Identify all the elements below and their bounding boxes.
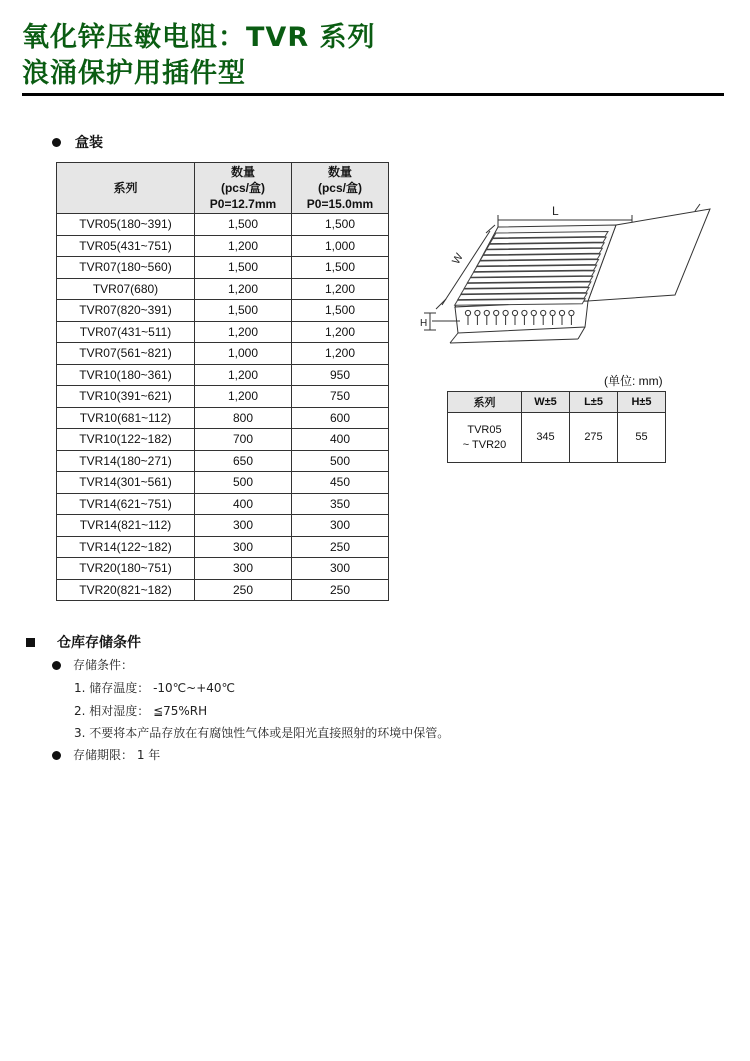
header-qty-150: 数量 (pcs/盒) P0=15.0mm — [292, 163, 389, 214]
dim-series-line-2: ~ TVR20 — [462, 438, 507, 451]
table-row — [57, 558, 389, 580]
qty-150-cell: 350 — [292, 493, 389, 515]
unit-label: (单位: mm) — [604, 374, 663, 388]
series-cell: TVR14(301~561) — [57, 472, 195, 494]
series-cell: TVR07(431~511) — [57, 321, 195, 343]
table-row — [57, 429, 389, 451]
table-row — [57, 321, 389, 343]
bullet-icon — [52, 138, 61, 147]
table-row — [57, 472, 389, 494]
qty-127-cell: 1,500 — [195, 214, 292, 236]
table-row — [57, 214, 389, 236]
packaging-box-diagram — [420, 195, 720, 350]
packaging-table-body — [57, 214, 389, 601]
table-row — [57, 364, 389, 386]
qty-127-cell: 1,200 — [195, 386, 292, 408]
table-row — [57, 278, 389, 300]
tape-layer — [455, 299, 586, 306]
qty-127-cell: 300 — [195, 558, 292, 580]
qty-150-cell: 300 — [292, 515, 389, 537]
qty-127-cell: 400 — [195, 493, 292, 515]
series-cell: TVR05(180~391) — [57, 214, 195, 236]
dim-w-value: 345 — [522, 413, 570, 463]
component-disc — [494, 310, 499, 315]
qty-150-cell: 1,200 — [292, 343, 389, 365]
series-cell: TVR10(180~361) — [57, 364, 195, 386]
title-line-2: 浪涌保护用插件型 — [22, 58, 246, 89]
dim-label-W: W — [450, 251, 466, 267]
table-row — [57, 343, 389, 365]
bullet-icon — [52, 751, 61, 760]
qty-150-cell: 1,200 — [292, 321, 389, 343]
qty-127-cell: 800 — [195, 407, 292, 429]
qty-127-cell: 1,200 — [195, 278, 292, 300]
qty-150-cell: 950 — [292, 364, 389, 386]
component-disc — [522, 310, 527, 315]
component-disc — [550, 310, 555, 315]
series-cell: TVR14(122~182) — [57, 536, 195, 558]
qty-150-cell: 1,000 — [292, 235, 389, 257]
series-cell: TVR10(122~182) — [57, 429, 195, 451]
qty-150-cell: 1,500 — [292, 214, 389, 236]
series-cell: TVR14(180~271) — [57, 450, 195, 472]
dimensions-row — [448, 413, 666, 463]
table-row — [57, 515, 389, 537]
table-row — [57, 386, 389, 408]
series-cell: TVR20(180~751) — [57, 558, 195, 580]
storage-heading — [26, 632, 141, 652]
qty-150-cell: 250 — [292, 579, 389, 601]
series-cell: TVR07(680) — [57, 278, 195, 300]
dim-label-H: H — [420, 318, 428, 329]
bullet-icon — [52, 661, 61, 670]
header-qty-127: 数量 (pcs/盒) P0=12.7mm — [195, 163, 292, 214]
dim-label-L: L — [552, 204, 559, 218]
storage-item-1: 1. 储存温度： -10℃~+40℃ — [74, 681, 236, 695]
component-disc — [559, 310, 564, 315]
dim-series-cell — [448, 413, 522, 463]
dim-series-line-1: TVR05 — [467, 423, 502, 436]
table-row — [57, 493, 389, 515]
table-row — [57, 450, 389, 472]
qty-127-cell: 1,500 — [195, 257, 292, 279]
table-header-row — [57, 163, 389, 214]
component-disc — [541, 310, 546, 315]
packaging-table — [56, 162, 389, 601]
dim-header-l: L±5 — [570, 392, 618, 413]
qty-127-cell: 1,000 — [195, 343, 292, 365]
qty-127-cell: 250 — [195, 579, 292, 601]
qty-150-cell: 500 — [292, 450, 389, 472]
series-cell: TVR05(431~751) — [57, 235, 195, 257]
table-row — [57, 407, 389, 429]
table-row — [57, 579, 389, 601]
qty-127-cell: 500 — [195, 472, 292, 494]
qty-150-cell: 600 — [292, 407, 389, 429]
storage-conditions-text: 存储条件： — [73, 658, 134, 672]
series-cell: TVR07(820~391) — [57, 300, 195, 322]
series-cell: TVR14(621~751) — [57, 493, 195, 515]
qty-127-cell: 650 — [195, 450, 292, 472]
qty-150-cell: 750 — [292, 386, 389, 408]
qty-127-cell: 300 — [195, 515, 292, 537]
dim-header-h: H±5 — [618, 392, 666, 413]
qty-150-cell: 1,500 — [292, 257, 389, 279]
table-row — [57, 536, 389, 558]
qty-127-cell: 700 — [195, 429, 292, 451]
component-disc — [569, 310, 574, 315]
dim-h-value: 55 — [618, 413, 666, 463]
component-disc — [475, 310, 480, 315]
table-row — [57, 235, 389, 257]
storage-period-text: 存储期限： 1 年 — [73, 748, 161, 762]
dimensions-header-row — [448, 392, 666, 413]
component-disc — [503, 310, 508, 315]
title-divider — [22, 93, 724, 96]
qty-150-cell: 1,200 — [292, 278, 389, 300]
table-row — [57, 300, 389, 322]
storage-conditions-label — [52, 656, 133, 673]
qty-150-cell: 250 — [292, 536, 389, 558]
title-line-1: 氧化锌压敏电阻：TVR 系列 — [22, 22, 376, 53]
qty-127-cell: 1,200 — [195, 364, 292, 386]
component-disc — [484, 310, 489, 315]
storage-item-2: 2. 相对湿度： ≦75%RH — [74, 704, 208, 718]
dim-header-w: W±5 — [522, 392, 570, 413]
storage-heading-label: 仓库存储条件 — [57, 635, 141, 651]
qty-150-cell: 300 — [292, 558, 389, 580]
series-cell: TVR20(821~182) — [57, 579, 195, 601]
series-cell: TVR10(391~621) — [57, 386, 195, 408]
series-cell: TVR07(180~560) — [57, 257, 195, 279]
square-bullet-icon — [26, 638, 35, 647]
qty-150-cell: 1,500 — [292, 300, 389, 322]
component-disc — [465, 310, 470, 315]
qty-127-cell: 1,200 — [195, 235, 292, 257]
storage-item-3: 3. 不要将本产品存放在有腐蚀性气体或是阳光直接照射的环境中保管。 — [74, 726, 450, 740]
qty-150-cell: 450 — [292, 472, 389, 494]
storage-period — [52, 746, 160, 763]
packaging-heading — [52, 132, 103, 152]
series-cell: TVR14(821~112) — [57, 515, 195, 537]
table-row — [57, 257, 389, 279]
dim-header-series: 系列 — [448, 392, 522, 413]
dimensions-table — [447, 391, 666, 463]
component-disc — [512, 310, 517, 315]
header-series: 系列 — [57, 163, 195, 214]
qty-150-cell: 400 — [292, 429, 389, 451]
series-cell: TVR07(561~821) — [57, 343, 195, 365]
packaging-heading-label: 盒装 — [75, 135, 103, 151]
qty-127-cell: 1,500 — [195, 300, 292, 322]
component-disc — [531, 310, 536, 315]
qty-127-cell: 1,200 — [195, 321, 292, 343]
dim-l-value: 275 — [570, 413, 618, 463]
qty-127-cell: 300 — [195, 536, 292, 558]
series-cell: TVR10(681~112) — [57, 407, 195, 429]
